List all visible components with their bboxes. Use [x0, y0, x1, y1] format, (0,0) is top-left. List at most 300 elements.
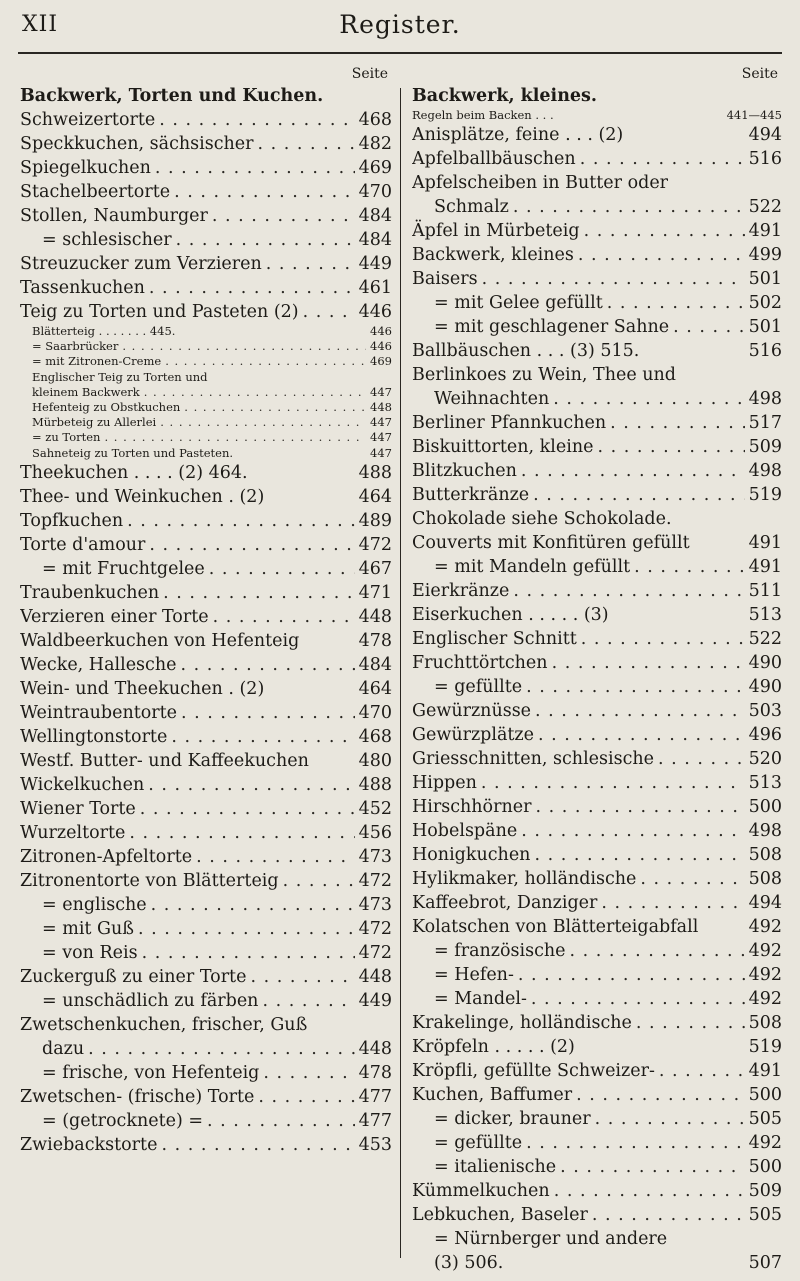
index-entry: [20, 581, 392, 605]
entry-page: 468: [358, 110, 392, 130]
entry-text: Zuckerguß zu einer Torte: [20, 966, 247, 987]
leader-dots: [517, 819, 744, 843]
leader-dots: [549, 387, 744, 411]
index-entry: [412, 1179, 782, 1203]
leader-dots: [209, 605, 355, 629]
entry-page: 500: [748, 1085, 782, 1106]
leader-dots: [522, 1131, 744, 1155]
entry-text: Hippen: [412, 773, 477, 794]
index-entry: [20, 773, 392, 797]
leader-dots: [477, 771, 745, 795]
entry-text: Weihnachten: [434, 389, 550, 410]
index-entry: [412, 267, 782, 291]
entry-page: 472: [358, 918, 392, 939]
entry-text: = zu Torten: [32, 430, 101, 445]
entry-text: = mit geschlagener Sahne: [434, 317, 670, 338]
entry-page: 499: [748, 245, 782, 266]
index-entry: [412, 123, 782, 147]
entry-page: 484: [358, 230, 392, 250]
entry-page: 496: [748, 725, 782, 746]
index-entry: [412, 459, 782, 483]
entry-page: 489: [358, 510, 392, 531]
index-entry: [412, 1083, 782, 1107]
index-entry: [20, 869, 392, 893]
index-entry: [412, 363, 782, 387]
leader-dots: [151, 156, 355, 180]
leader-dots: [254, 132, 355, 156]
entry-text: dazu: [42, 1038, 85, 1059]
leader-dots: [144, 773, 354, 797]
entry-text: Kaffeebrot, Danziger: [412, 893, 598, 914]
index-entry: [20, 132, 392, 156]
leader-dots: [576, 147, 745, 171]
entry-text: Hobelspäne: [412, 821, 518, 842]
index-entry: [20, 653, 392, 677]
entry-text: = unschädlich zu färben: [42, 990, 259, 1011]
entry-page: 464: [358, 486, 392, 507]
entry-text: = (getrocknete) =: [42, 1110, 204, 1131]
index-entry: [20, 1085, 392, 1109]
entry-text: Berlinkoes zu Wein, Thee und: [412, 365, 677, 386]
leader-dots: [591, 1107, 745, 1131]
index-entry: [412, 483, 782, 507]
index-entry: [20, 845, 392, 869]
leader-dots: [522, 675, 744, 699]
entry-page: 522: [748, 629, 782, 650]
leader-dots: [138, 941, 355, 965]
index-entry: [412, 507, 782, 531]
index-entry: [20, 180, 392, 204]
entry-text: Wickelkuchen: [20, 774, 145, 795]
entry-page: 448: [358, 606, 392, 627]
leader-dots: [593, 435, 744, 459]
index-entry: [20, 557, 392, 581]
right-column: [412, 66, 782, 1281]
entry-text: Lebkuchen, Baseler: [412, 1205, 588, 1226]
leader-dots: [534, 723, 745, 747]
leader-dots: [259, 1061, 354, 1085]
entry-text: Hefenteig zu Obstkuchen: [32, 399, 181, 414]
seite-label: Seite: [351, 66, 388, 82]
index-entry: [412, 243, 782, 267]
leader-dots: [177, 701, 355, 725]
entry-page: 519: [748, 485, 782, 506]
index-entry: [20, 370, 392, 385]
entry-text: = englische: [42, 894, 147, 915]
index-entry: [412, 987, 782, 1011]
entry-text: Weintraubentorte: [20, 702, 178, 723]
leader-dots: [156, 415, 366, 430]
leader-dots: [597, 891, 744, 915]
entry-page: 491: [748, 533, 782, 554]
entry-text: Blätterteig . . . . . . . 445.: [32, 324, 176, 338]
index-entry: [412, 195, 782, 219]
index-entry: [412, 147, 782, 171]
entry-text: Teig zu Torten und Pasteten (2): [20, 302, 299, 322]
index-entry: [20, 1109, 392, 1133]
leader-dots: [118, 339, 366, 354]
entry-page: 469: [370, 354, 392, 369]
index-entry: [412, 531, 782, 555]
entry-page: 471: [358, 582, 392, 603]
leader-dots: [176, 653, 354, 677]
entry-page: 500: [748, 1157, 782, 1178]
index-entry: [412, 315, 782, 339]
entry-page: 492: [748, 1133, 782, 1154]
entry-page: 447: [370, 415, 392, 430]
entry-text: Ballbäuschen . . . (3) 515.: [412, 341, 640, 362]
entry-text: Blitzkuchen: [412, 461, 517, 482]
leader-dots: [170, 180, 355, 204]
entry-page: 492: [748, 989, 782, 1010]
leader-dots: [262, 252, 355, 276]
entry-text: Traubenkuchen: [20, 582, 160, 603]
index-entry: [412, 819, 782, 843]
index-entries: [412, 108, 782, 1275]
entry-page: 494: [748, 893, 782, 914]
leader-dots: [669, 315, 745, 339]
entry-text: = mit Fruchtgelee: [42, 558, 205, 579]
entry-text: Gewürzplätze: [412, 725, 535, 746]
entry-text: Torte d'amour: [20, 534, 146, 555]
leader-dots: [588, 1203, 745, 1227]
entry-page: 508: [748, 1013, 782, 1034]
entry-page: 477: [358, 1086, 392, 1107]
entry-page: 478: [358, 630, 392, 651]
entry-page: 491: [748, 557, 782, 578]
leader-dots: [140, 385, 366, 400]
entry-page: 491: [748, 1061, 782, 1082]
entry-text: = von Reis: [42, 942, 138, 963]
entry-page: 448: [370, 399, 392, 414]
index-entry: [412, 1011, 782, 1035]
entry-page: 467: [358, 558, 392, 579]
entry-text: Honigkuchen: [412, 845, 531, 866]
index-entry: [20, 821, 392, 845]
entry-page: 473: [358, 894, 392, 915]
index-entry: [20, 354, 392, 369]
entry-text: Englischer Teig zu Torten und: [32, 369, 208, 384]
entry-page: 492: [748, 965, 782, 986]
page-title: Register.: [339, 10, 461, 39]
leader-dots: [203, 1109, 355, 1133]
leader-dots: [246, 965, 354, 989]
entry-text: = schlesischer: [42, 230, 172, 250]
entry-text: Apfelballbäuschen: [412, 149, 576, 170]
index-entry: [20, 339, 392, 354]
index-entry: [20, 677, 392, 701]
index-entry: [412, 939, 782, 963]
leader-dots: [654, 747, 745, 771]
entry-text: = Hefen-: [434, 965, 514, 986]
leader-dots: [84, 1037, 354, 1061]
index-entry: [412, 603, 782, 627]
entry-text: Hylikmaker, holländische: [412, 869, 637, 890]
entry-text: Regeln beim Backen . . .: [412, 108, 554, 122]
entry-page: 488: [358, 462, 392, 483]
column-divider: [400, 88, 401, 1258]
leader-dots: [159, 581, 354, 605]
leader-dots: [134, 917, 355, 941]
entry-page: 492: [748, 917, 782, 938]
entry-text: Butterkränze: [412, 485, 530, 506]
entry-page: 449: [358, 254, 392, 274]
index-entry: [20, 701, 392, 725]
leader-dots: [167, 725, 354, 749]
leader-dots: [577, 627, 745, 651]
entry-page: 517: [748, 413, 782, 434]
left-column: [20, 66, 392, 1281]
index-entry: [20, 400, 392, 415]
index-entry: [412, 1251, 782, 1275]
entry-page: 448: [358, 1038, 392, 1059]
leader-dots: [531, 795, 744, 819]
entry-text: = französische: [434, 941, 566, 962]
entry-text: Kolatschen von Blätterteigabfall: [412, 917, 699, 938]
leader-dots: [574, 243, 745, 267]
leader-dots: [632, 1011, 745, 1035]
index-entry: [20, 156, 392, 180]
entry-text: Zwetschenkuchen, frischer, Guß: [20, 1014, 308, 1035]
entry-page: 446: [358, 302, 392, 322]
entry-text: Thee- und Weinkuchen . (2): [20, 486, 265, 507]
entry-page: 522: [748, 197, 782, 218]
entry-page: 494: [748, 125, 782, 146]
entry-page: 468: [358, 726, 392, 747]
index-entry: [412, 1107, 782, 1131]
seite-label: Seite: [741, 66, 778, 82]
entry-page: 505: [748, 1205, 782, 1226]
section-title: Backwerk, kleines.: [412, 86, 597, 106]
entry-page: 480: [358, 750, 392, 771]
entry-text: Äpfel in Mürbeteig: [412, 221, 580, 242]
leader-dots: [517, 459, 745, 483]
entry-page: 490: [748, 677, 782, 698]
entry-page: 484: [358, 206, 392, 226]
entry-text: Kröpfli, gefüllte Schweizer-: [412, 1061, 655, 1082]
index-entry: [20, 430, 392, 445]
entry-text: Berliner Pfannkuchen: [412, 413, 607, 434]
leader-dots: [580, 219, 745, 243]
entry-text: Kümmelkuchen: [412, 1181, 550, 1202]
index-entry: [20, 485, 392, 509]
entry-text: (3) 506.: [434, 1253, 504, 1274]
entry-text: Zitronen-Apfeltorte: [20, 846, 193, 867]
entry-text: = gefüllte: [434, 1133, 523, 1154]
entry-text: Biskuittorten, kleine: [412, 437, 594, 458]
leader-dots: [630, 555, 744, 579]
leader-dots: [566, 939, 745, 963]
entry-text: = mit Zitronen-Creme: [32, 354, 162, 369]
entry-page: 513: [748, 773, 782, 794]
entry-text: Griesschnitten, schlesische: [412, 749, 655, 770]
leader-dots: [254, 1085, 354, 1109]
index-entry: [20, 725, 392, 749]
entry-page: 484: [358, 654, 392, 675]
leader-dots: [550, 1179, 745, 1203]
index-entry: [20, 1013, 392, 1037]
index-entry: [412, 555, 782, 579]
entry-page: 446: [370, 339, 392, 354]
index-entry: [412, 579, 782, 603]
leader-dots: [299, 300, 355, 324]
entry-text: Tassenkuchen: [20, 278, 145, 298]
entry-text: Wurzeltorte: [20, 822, 126, 843]
entry-text: = Nürnberger und andere: [434, 1229, 668, 1250]
entry-text: Zwiebackstorte: [20, 1134, 158, 1155]
entry-page: 500: [748, 797, 782, 818]
index-entry: [412, 219, 782, 243]
entry-page: 449: [358, 990, 392, 1011]
entry-page: 464: [358, 678, 392, 699]
index-entry: [20, 797, 392, 821]
entry-text: Speckkuchen, sächsischer: [20, 134, 254, 154]
index-entry: [20, 300, 392, 324]
entry-text: Kuchen, Baffumer: [412, 1085, 573, 1106]
index-entry: [412, 867, 782, 891]
entry-page: 482: [358, 134, 392, 154]
entry-page: 470: [358, 702, 392, 723]
index-entry: [412, 963, 782, 987]
entry-text: = italienische: [434, 1157, 557, 1178]
leader-dots: [531, 699, 745, 723]
index-entry: [412, 1035, 782, 1059]
entry-text: Sahneteig zu Torten und Pasteten.: [32, 445, 234, 460]
entry-text: Theekuchen . . . . (2) 464.: [20, 462, 248, 483]
index-entry: [412, 1059, 782, 1083]
entry-text: Verzieren einer Torte: [20, 606, 209, 627]
entry-text: = gefüllte: [434, 677, 523, 698]
leader-dots: [100, 430, 366, 445]
entry-page: 478: [358, 1062, 392, 1083]
entry-text: Wiener Torte: [20, 798, 136, 819]
entry-page: 498: [748, 389, 782, 410]
leader-dots: [145, 276, 355, 300]
entry-page: 519: [748, 1037, 782, 1058]
leader-dots: [548, 651, 745, 675]
entry-page: 509: [748, 437, 782, 458]
index-entry: [20, 461, 392, 485]
leader-dots: [161, 354, 366, 369]
index-entry: [412, 915, 782, 939]
entry-page: 507: [748, 1253, 782, 1274]
index-entry: [20, 324, 392, 339]
index-entry: [412, 435, 782, 459]
index-entry: [20, 533, 392, 557]
entry-text: Schmalz: [434, 197, 509, 218]
entry-text: = frische, von Hefenteig: [42, 1062, 260, 1083]
index-entry: [412, 171, 782, 195]
leader-dots: [157, 1133, 354, 1157]
leader-dots: [529, 483, 744, 507]
entry-text: Zwetschen- (frische) Torte: [20, 1086, 255, 1107]
entry-text: Eiserkuchen . . . . . (3): [412, 605, 609, 626]
leader-dots: [556, 1155, 744, 1179]
entry-page: 503: [748, 701, 782, 722]
index-entry: [20, 989, 392, 1013]
entry-text: = Mandel-: [434, 989, 527, 1010]
index-entry: [20, 1061, 392, 1085]
leader-dots: [530, 843, 744, 867]
leader-dots: [205, 557, 355, 581]
entry-text: Backwerk, kleines: [412, 245, 574, 266]
index-entry: [412, 108, 782, 123]
leader-dots: [509, 579, 744, 603]
index-entry: [412, 339, 782, 363]
entry-page: 502: [748, 293, 782, 314]
entry-page: 447: [370, 445, 392, 460]
index-entry: [20, 1037, 392, 1061]
entry-page: 511: [748, 581, 782, 602]
index-entry: [412, 747, 782, 771]
entry-text: Couverts mit Konfitüren gefüllt: [412, 533, 690, 554]
index-entry: [20, 605, 392, 629]
index-entry: [412, 411, 782, 435]
entry-page: 447: [370, 384, 392, 399]
entry-text: Westf. Butter- und Kaffeekuchen: [20, 750, 309, 771]
entry-text: Wellingtonstorte: [20, 726, 168, 747]
index-entry: [412, 723, 782, 747]
entry-page: 501: [748, 317, 782, 338]
entry-text: Chokolade siehe Schokolade.: [412, 509, 672, 530]
entry-page: 490: [748, 653, 782, 674]
entry-page: 469: [358, 158, 392, 178]
index-entry: [412, 627, 782, 651]
entry-page: 508: [748, 845, 782, 866]
index-entry: [20, 941, 392, 965]
entry-text: Hirschhörner: [412, 797, 532, 818]
entry-page: 461: [358, 278, 392, 298]
entry-text: Stachelbeertorte: [20, 182, 171, 202]
index-entry: [412, 699, 782, 723]
leader-dots: [279, 869, 355, 893]
index-entry: [20, 509, 392, 533]
leader-dots: [123, 509, 354, 533]
entry-text: Anisplätze, feine . . . (2): [412, 125, 624, 146]
leader-dots: [208, 204, 355, 228]
index-entry: [412, 843, 782, 867]
entry-page: 453: [358, 1134, 392, 1155]
index-entry: [412, 1155, 782, 1179]
index-entry: [20, 228, 392, 252]
entry-page: 516: [748, 149, 782, 170]
index-entry: [412, 891, 782, 915]
entry-page: 492: [748, 941, 782, 962]
leader-dots: [136, 797, 355, 821]
entry-text: Spiegelkuchen: [20, 158, 151, 178]
entry-page: 452: [358, 798, 392, 819]
entry-text: = mit Mandeln gefüllt: [434, 557, 631, 578]
header-rule: [18, 52, 782, 54]
leader-dots: [478, 267, 745, 291]
leader-dots: [655, 1059, 745, 1083]
index-entry: [412, 1131, 782, 1155]
index-entry: [412, 1203, 782, 1227]
entry-text: Stollen, Naumburger: [20, 206, 208, 226]
entry-page: 446: [370, 324, 392, 338]
index-entry: [412, 651, 782, 675]
leader-dots: [606, 411, 744, 435]
leader-dots: [192, 845, 354, 869]
entry-text: = mit Guß: [42, 918, 134, 939]
entry-text: Schweizertorte: [20, 110, 156, 130]
entry-text: Eierkränze: [412, 581, 510, 602]
entry-page: 448: [358, 966, 392, 987]
section-title: Backwerk, Torten und Kuchen.: [20, 86, 324, 106]
entry-text: = mit Gelee gefüllt: [434, 293, 603, 314]
entry-text: Streuzucker zum Verzieren: [20, 254, 262, 274]
leader-dots: [527, 987, 745, 1011]
